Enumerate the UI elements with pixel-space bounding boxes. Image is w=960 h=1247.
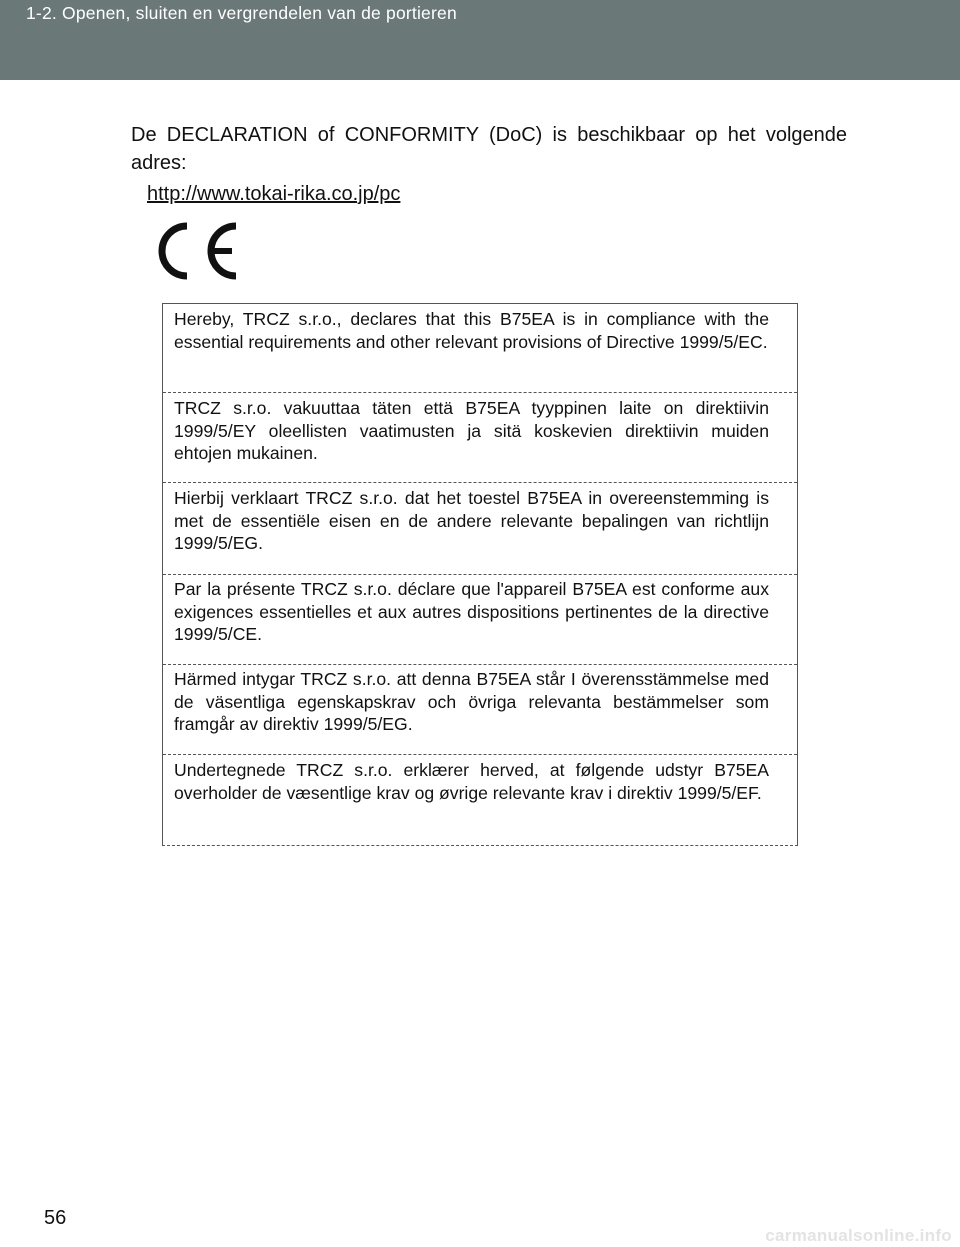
declaration-dutch: Hierbij verklaart TRCZ s.r.o. dat het toestel B75EA in overeenstemming is met de essentiële eisen en de andere relevante bepalingen van richtlijn 1999/5/EG.: [174, 488, 769, 553]
declaration-english: Hereby, TRCZ s.r.o., declares that this B75EA is in compliance with the essential requirements and other relevant provisions of Directive 1999/5/EC.: [174, 309, 769, 352]
declaration-divider: [163, 482, 797, 483]
declaration-finnish: TRCZ s.r.o. vakuuttaa täten että B75EA tyyppinen laite on direktiivin 1999/5/EY oleellisten vaatimusten ja sitä koskevien direktiivin muiden ehtojen mukainen.: [174, 398, 769, 463]
declaration-divider: [163, 664, 797, 665]
declaration-danish: Undertegnede TRCZ s.r.o. erklærer herved, at følgende udstyr B75EA overholder de væsentlige krav og øvrige relevante krav i direktiv 1999/5/EF.: [174, 760, 769, 803]
page-header: [0, 0, 960, 80]
declaration-divider: [163, 754, 797, 755]
declaration-french: Par la présente TRCZ s.r.o. déclare que l'appareil B75EA est conforme aux exigences essentielles et aux autres dispositions pertinentes de la directive 1999/5/CE.: [174, 579, 769, 644]
declaration-box: [162, 303, 798, 846]
watermark: carmanualsonline.info: [765, 1226, 952, 1245]
doc-url-link[interactable]: http://www.tokai-rika.co.jp/pc: [147, 183, 401, 205]
section-title: 1-2. Openen, sluiten en vergrendelen van de portieren: [26, 3, 457, 23]
intro-paragraph: De DECLARATION of CONFORMITY (DoC) is beschikbaar op het volgende adres:: [131, 124, 847, 174]
ce-mark-icon: [150, 220, 240, 282]
declaration-divider: [163, 392, 797, 393]
page-number: 56: [44, 1207, 67, 1229]
declaration-divider: [163, 574, 797, 575]
declaration-swedish: Härmed intygar TRCZ s.r.o. att denna B75EA står I överensstämmelse med de väsentliga egenskapskrav och övriga relevanta bestämmelser som framgår av direktiv 1999/5/EG.: [174, 669, 769, 734]
